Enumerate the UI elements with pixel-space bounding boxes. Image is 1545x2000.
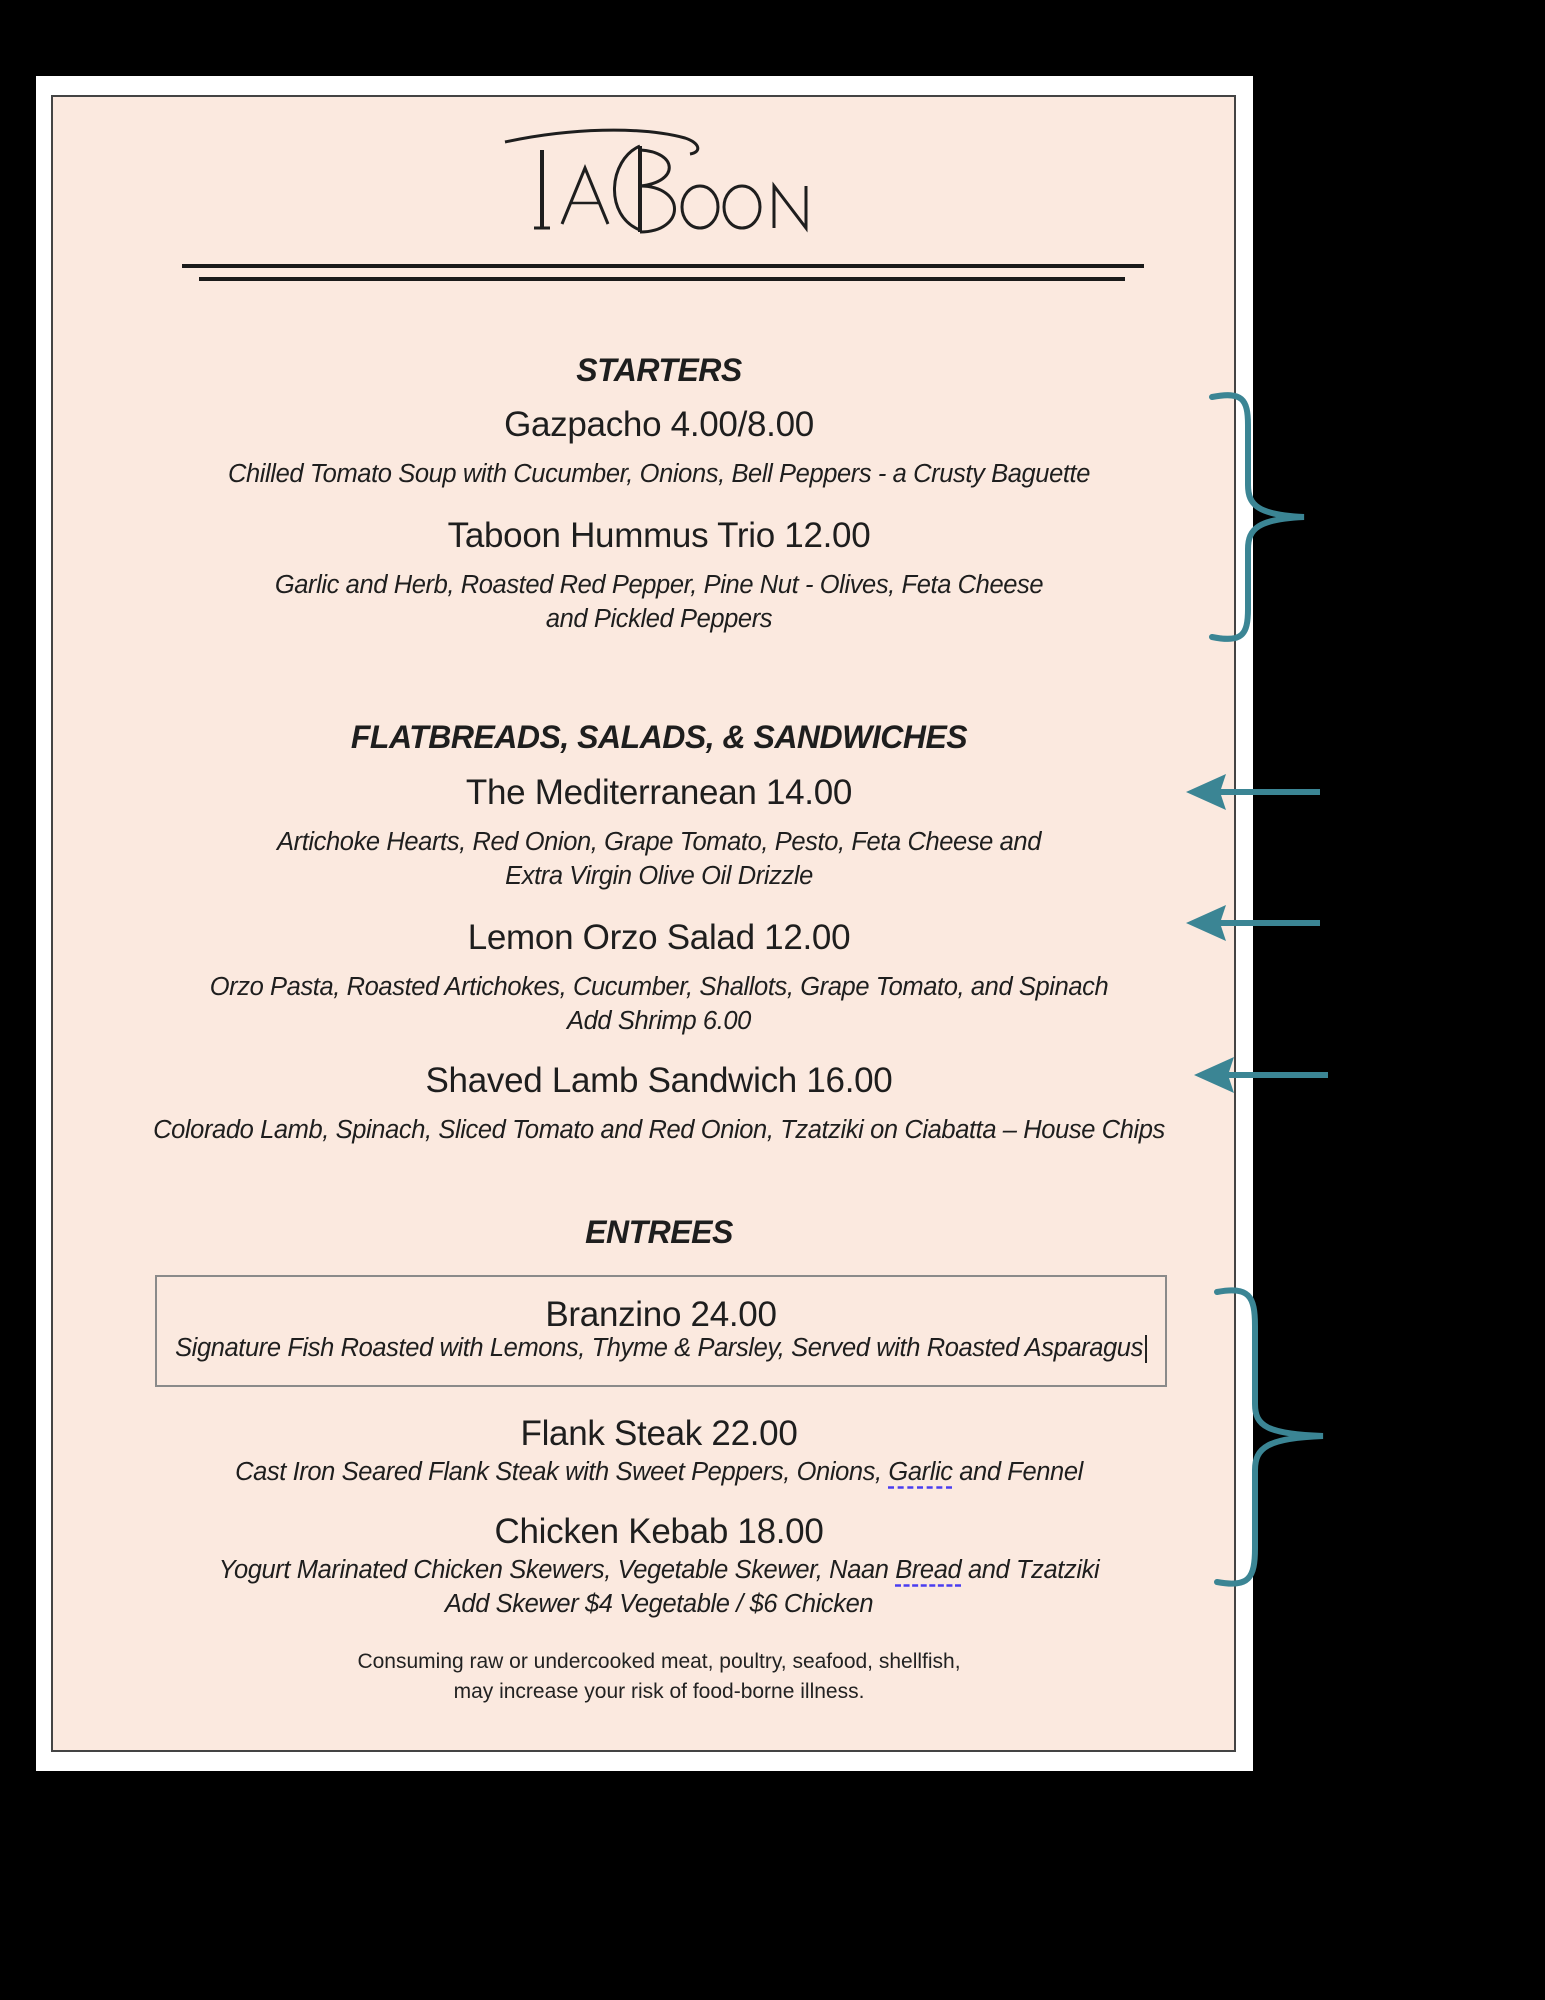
brace-annotation-entrees (1205, 1280, 1335, 1595)
arrow-left-icon (1180, 901, 1340, 951)
menu-item-description: Colorado Lamb, Spinach, Sliced Tomato and Red Onion, Tzatziki on Ciabatta – House Chips (153, 1116, 1165, 1144)
menu-item-name: Gazpacho 4.00/8.00 (504, 405, 814, 444)
menu-item-name: Taboon Hummus Trio 12.00 (447, 516, 871, 555)
menu-item-description: Chilled Tomato Soup with Cucumber, Onions, Bell Peppers - a Crusty Baguette (227, 460, 1090, 488)
menu-item-name: Shaved Lamb Sandwich 16.00 (425, 1061, 893, 1100)
menu-item-description: Garlic and Herb, Roasted Red Pepper, Pine Nut - Olives, Feta Cheese (274, 571, 1044, 599)
menu-item-description: Artichoke Hearts, Red Onion, Grape Tomato, Pesto, Feta Cheese and (277, 828, 1041, 856)
menu-item-name: Chicken Kebab 18.00 (494, 1512, 824, 1551)
menu-item-description (100, 1553, 1218, 1587)
description-text: and Fennel (952, 1458, 1083, 1486)
text-cursor (1145, 1335, 1147, 1363)
description-text: Yogurt Marinated Chicken Skewers, Vegetable Skewer, Naan (218, 1556, 896, 1584)
menu-item-description: Add Skewer $4 Vegetable / $6 Chicken (444, 1590, 874, 1618)
menu-item-name: Branzino 24.00 (545, 1295, 777, 1334)
section-heading-flatbreads: FLATBREADS, SALADS, & SANDWICHES (350, 719, 968, 755)
header-rule (182, 264, 1144, 268)
menu-item-description: Add Shrimp 6.00 (567, 1007, 751, 1035)
menu-item-description: Extra Virgin Olive Oil Drizzle (505, 862, 813, 890)
arrow-left-icon (1180, 770, 1340, 820)
description-text: Signature Fish Roasted with Lemons, Thyme & Parsley, Served with Roasted Asparagus (175, 1334, 1143, 1362)
description-text: and Tzatziki (961, 1556, 1100, 1584)
menu-item-name: Flank Steak 22.00 (520, 1414, 798, 1453)
section-heading-entrees: ENTREES (585, 1214, 733, 1250)
arrow-left-icon (1188, 1053, 1348, 1103)
menu-item-name: Lemon Orzo Salad 12.00 (467, 918, 851, 957)
menu-item-description: Orzo Pasta, Roasted Artichokes, Cucumber, Shallots, Grape Tomato, and Spinach (209, 973, 1109, 1001)
menu-item-name: The Mediterranean 14.00 (465, 773, 853, 812)
brace-annotation-starters (1200, 385, 1320, 650)
featured-item-box[interactable] (155, 1275, 1167, 1387)
header-rule (199, 277, 1125, 281)
taboon-logo (490, 120, 830, 250)
spellcheck-flagged-word: Garlic (888, 1458, 953, 1486)
spellcheck-flagged-word: Bread (895, 1556, 962, 1584)
food-safety-note: Consuming raw or undercooked meat, poultry, seafood, shellfish, (357, 1650, 961, 1673)
menu-item-description: and Pickled Peppers (545, 605, 773, 633)
menu-item-description[interactable] (157, 1331, 1165, 1365)
section-heading-starters: STARTERS (576, 352, 742, 388)
description-text: Cast Iron Seared Flank Steak with Sweet Peppers, Onions, (235, 1458, 889, 1486)
food-safety-note: may increase your risk of food-borne illness. (453, 1680, 865, 1703)
menu-item-description (100, 1455, 1218, 1489)
